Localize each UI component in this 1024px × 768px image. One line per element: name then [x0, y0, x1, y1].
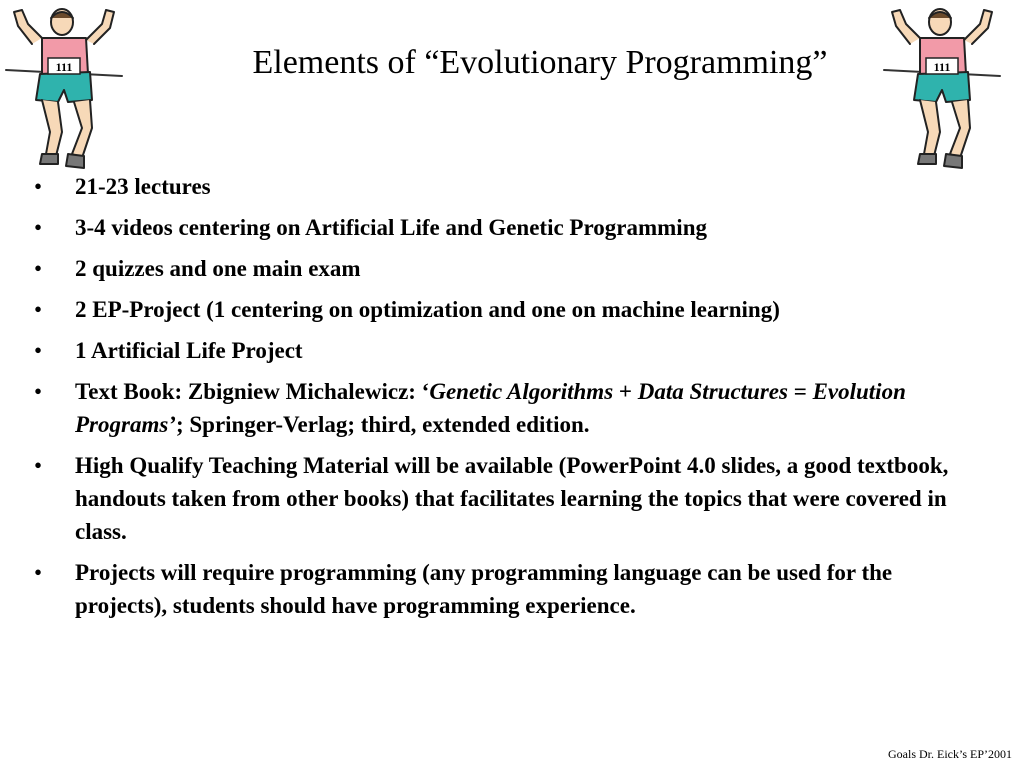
- bullet-text: 3-4 videos centering on Artificial Life and Genetic Programming: [75, 215, 707, 240]
- bullet-text: Projects will require programming (any programming language can be used for the projects), students should have programming experience.: [75, 560, 893, 618]
- bullet-text-italic: Genetic Algorithms: [429, 379, 614, 404]
- bullet-marker: •: [34, 297, 43, 322]
- bullet-item: [34, 334, 984, 367]
- bullet-item: [34, 449, 984, 548]
- bullet-text: 1 Artificial Life Project: [75, 338, 303, 363]
- bullet-text: 2 EP-Project (1 centering on optimization and one on machine learning): [75, 297, 780, 322]
- bullet-marker: •: [34, 338, 43, 363]
- bullet-item: [34, 556, 984, 622]
- bullet-text: +: [613, 379, 638, 404]
- bullet-marker: •: [34, 379, 43, 404]
- bullet-marker: •: [34, 453, 43, 478]
- runner-bib-number: 111: [55, 60, 73, 74]
- bullet-text: 21-23 lectures: [75, 174, 211, 199]
- slide-title: Elements of “Evolutionary Programming”: [252, 44, 828, 81]
- bullet-item: [34, 170, 984, 203]
- bullet-text: ; Springer-Verlag; third, extended edition.: [175, 412, 590, 437]
- bullet-marker: •: [34, 174, 43, 199]
- bullet-item: [34, 252, 984, 285]
- bullet-list: [34, 170, 984, 630]
- bullet-marker: •: [34, 256, 43, 281]
- bullet-marker: •: [34, 215, 43, 240]
- bullet-text-italic: Data Structures: [637, 379, 788, 404]
- runner-clipart-right: [880, 4, 1020, 172]
- bullet-marker: •: [34, 560, 43, 585]
- runner-bib-number: 111: [933, 60, 951, 74]
- bullet-text: Text Book: Zbigniew Michalewicz: ‘: [75, 379, 430, 404]
- bullet-item: [34, 211, 984, 244]
- slide-footer: Goals Dr. Eick’s EP’2001: [888, 747, 1012, 761]
- bullet-item: [34, 293, 984, 326]
- runner-clipart-left: [2, 4, 142, 172]
- bullet-item: [34, 375, 984, 441]
- bullet-text: 2 quizzes and one main exam: [75, 256, 361, 281]
- bullet-text: =: [787, 379, 813, 404]
- bullet-text-italic: Evolution Programs’: [75, 379, 906, 437]
- bullet-text: High Qualify Teaching Material will be available (PowerPoint 4.0 slides, a good textbook, handouts taken from other books) that facilitates learning the topics that were covered in class.: [75, 453, 949, 544]
